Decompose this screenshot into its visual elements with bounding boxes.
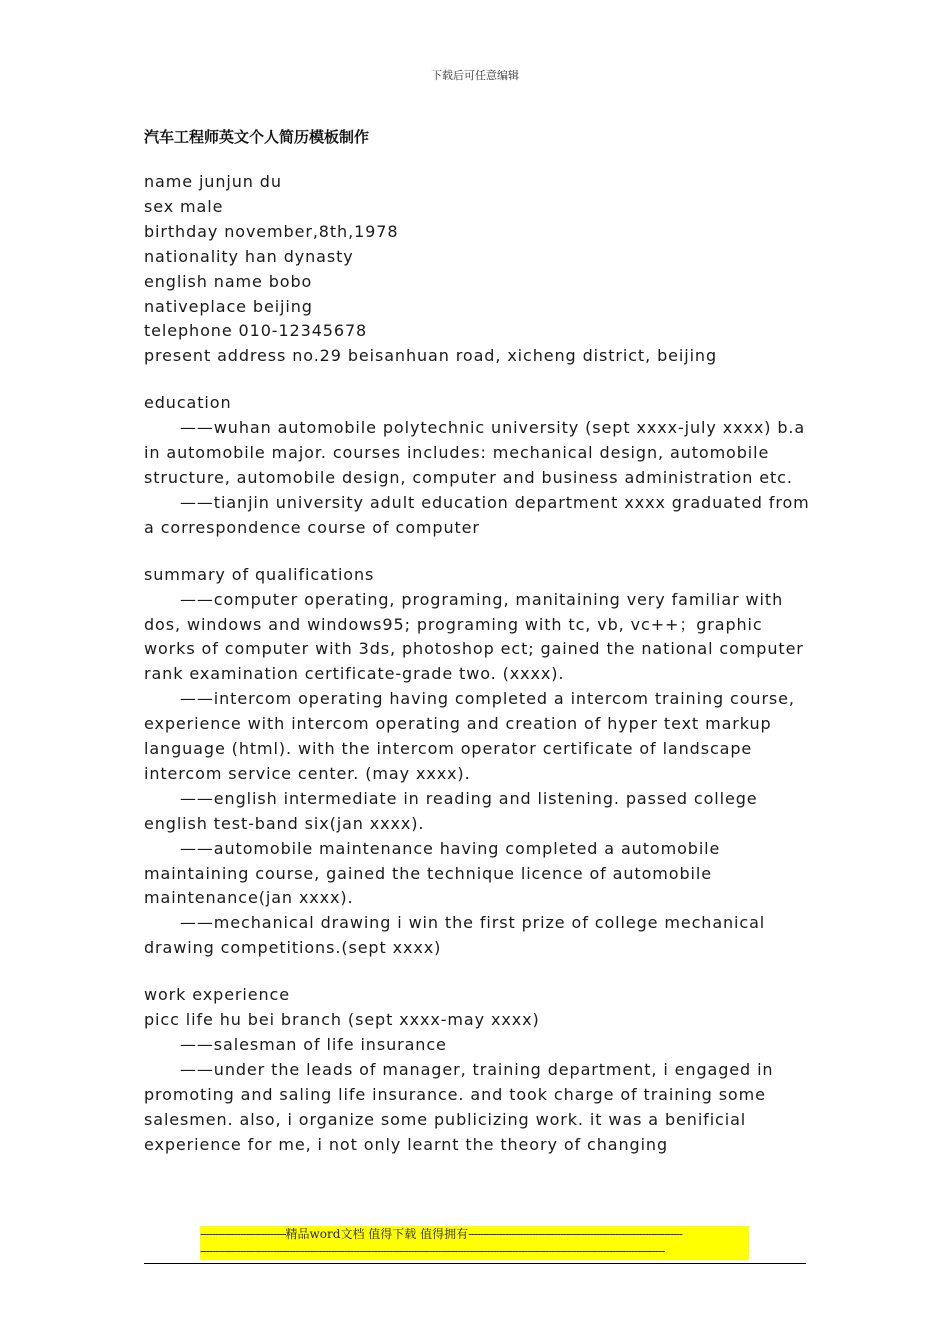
footer-banner-line-1: ----------------------------精品word文档 值得下载 值得拥有----------------------------------------------------------------------	[200, 1227, 682, 1241]
footer-banner	[200, 1226, 749, 1260]
personal-line-nativeplace: nativeplace beijing	[144, 296, 313, 316]
section-heading-education: education	[144, 393, 232, 413]
qualification-item: ——intercom operating having completed a intercom training course, experience with intercom operating and creation of hyper text markup language (html). with the intercom operator certificate of landscape intercom service center. (may xxxx).	[144, 689, 795, 783]
header-note: 下载后可任意编辑	[431, 69, 519, 82]
qualification-item: ——automobile maintenance having completed a automobile maintaining course, gained the technique licence of automobile maintenance(jan xxxx).	[144, 838, 721, 908]
personal-line-birthday: birthday november,8th,1978	[144, 221, 399, 241]
work-item: ——under the leads of manager, training department, i engaged in promoting and saling life insurance. and took charge of training some salesmen. also, i organize some publicizing work. it was a benificial experience for me, i not only learnt the theory of changing	[144, 1059, 774, 1154]
qualification-item: ——computer operating, programing, manitaining very familiar with dos, windows and windows95; programing with tc, vb, vc++；graphic works of computer with 3ds, photoshop ect; gained the national computer rank examination certificate-grade two. (xxxx).	[144, 589, 804, 684]
personal-line-address: present address no.29 beisanhuan road, xicheng district, beijing	[144, 346, 718, 366]
work-employer: picc life hu bei branch (sept xxxx-may xxxx)	[144, 1010, 540, 1030]
footer-divider	[144, 1263, 806, 1264]
work-item: ——salesman of life insurance	[180, 1035, 447, 1054]
education-item: ——tianjin university adult education department xxxx graduated from a correspondence course of computer	[144, 492, 810, 537]
personal-line-nationality: nationality han dynasty	[144, 246, 354, 266]
section-heading-work: work experience	[144, 985, 290, 1005]
qualifications-section	[144, 563, 816, 962]
education-item: ——wuhan automobile polytechnic university (sept xxxx-july xxxx) b.a in automobile major. courses includes: mechanical design, automobile structure, automobile design, computer and business administration etc.	[144, 418, 806, 487]
section-heading-qualifications: summary of qualifications	[144, 564, 375, 584]
footer-banner-line-2: --------------------------------------------------------------------------------------------------------------------------------------------------------	[200, 1244, 665, 1258]
personal-line-sex: sex male	[144, 196, 224, 216]
personal-line-name: name junjun du	[144, 172, 282, 191]
footer-banner-text: 精品word文档 值得下载 值得拥有	[285, 1227, 469, 1241]
education-section	[144, 391, 816, 540]
personal-line-english-name: english name bobo	[144, 271, 313, 291]
work-experience-section	[144, 983, 816, 1157]
qualification-item: ——mechanical drawing i win the first prize of college mechanical drawing competitions.(sept xxxx)	[144, 913, 766, 958]
personal-info-section	[144, 170, 816, 369]
qualification-item: ——english intermediate in reading and listening. passed college english test-band six(jan xxxx).	[144, 788, 758, 833]
personal-line-telephone: telephone 010-12345678	[144, 321, 368, 341]
document-title: 汽车工程师英文个人简历模板制作	[144, 128, 370, 146]
resume-body	[144, 170, 816, 1158]
